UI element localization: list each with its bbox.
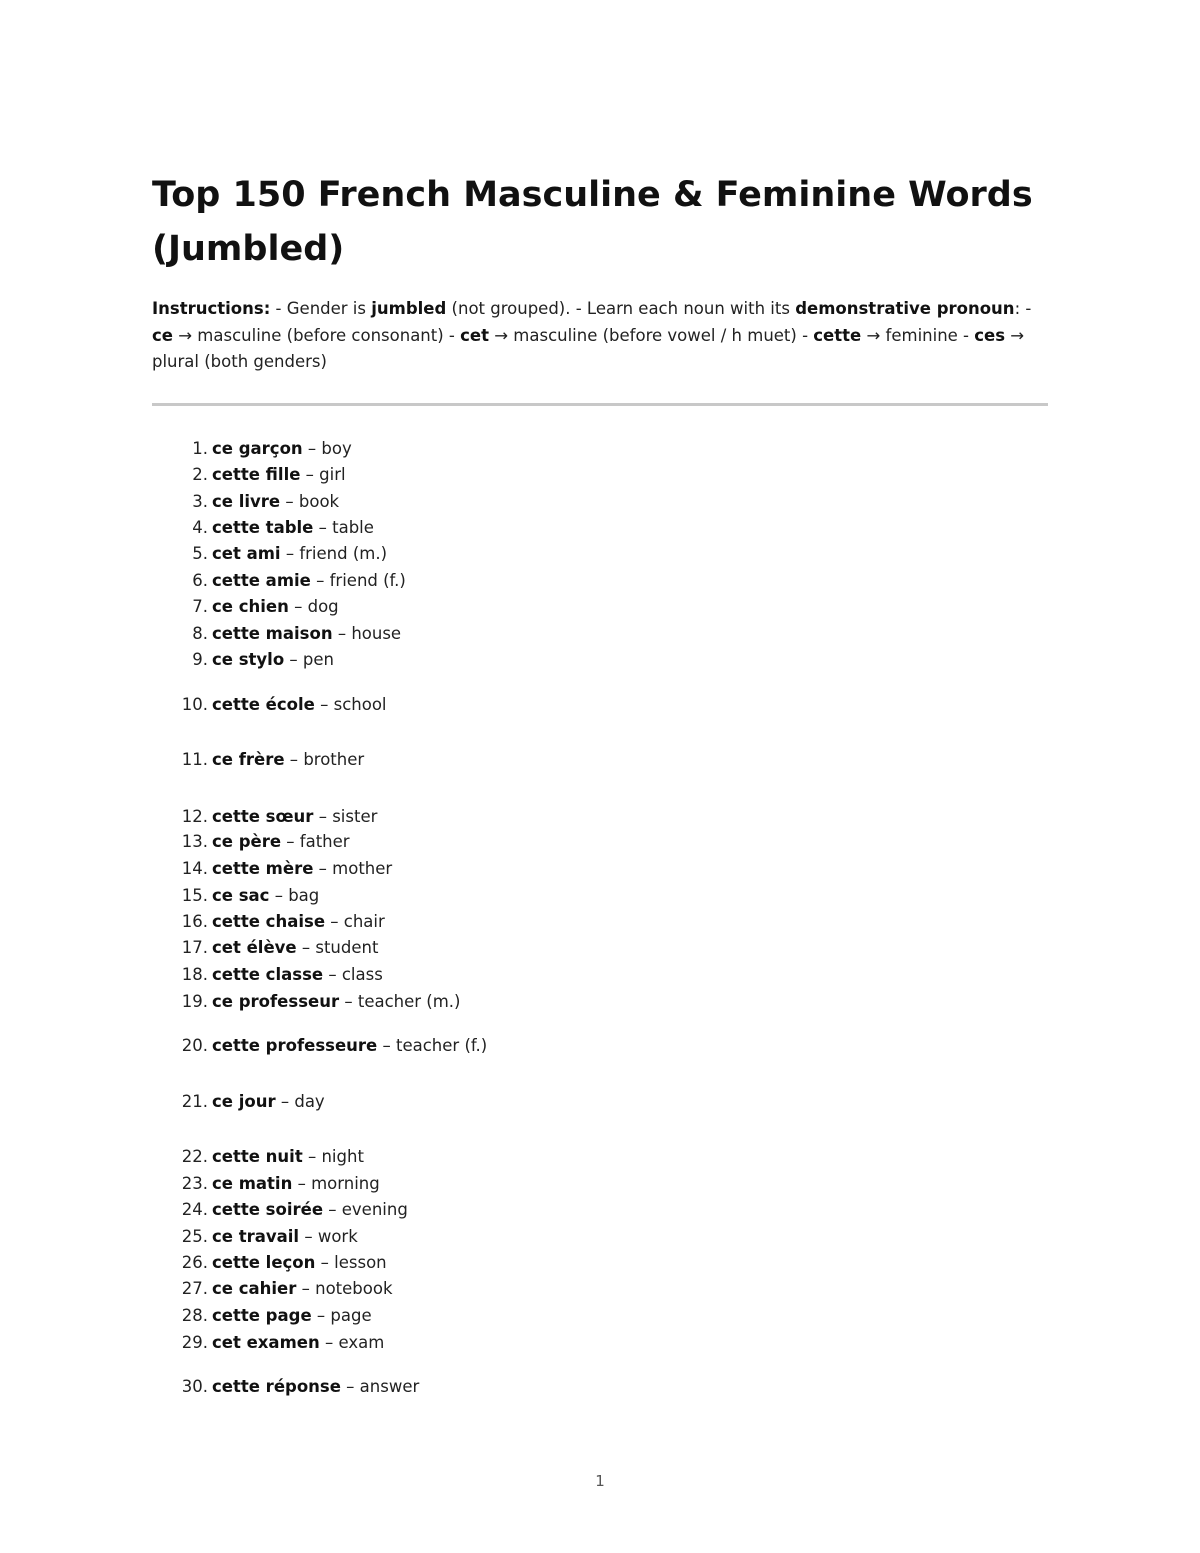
english-translation: notebook	[315, 1279, 393, 1298]
separator: –	[323, 1200, 342, 1219]
english-translation: page	[330, 1306, 372, 1325]
separator: –	[302, 439, 322, 458]
separator: –	[313, 859, 333, 878]
english-translation: day	[294, 1092, 325, 1111]
list-item	[152, 1224, 852, 1250]
item-number: 7.	[192, 597, 208, 616]
item-number: 11.	[181, 750, 208, 769]
separator: –	[314, 695, 334, 714]
separator: –	[302, 1147, 322, 1166]
separator: –	[281, 832, 300, 851]
separator: –	[284, 650, 303, 669]
french-word: cet ami	[212, 544, 281, 563]
list-item	[152, 1374, 852, 1400]
english-translation: brother	[303, 750, 365, 769]
item-number: 6.	[192, 571, 208, 590]
instructions-text: → masculine (before vowel / h muet) -	[488, 325, 814, 345]
french-word: cette maison	[212, 624, 333, 643]
item-number: 24.	[181, 1200, 208, 1219]
english-translation: teacher (m.)	[357, 992, 461, 1011]
instructions-bold: ce	[152, 325, 173, 345]
list-item	[152, 1250, 852, 1276]
item-number: 23.	[181, 1174, 208, 1193]
item-number: 27.	[181, 1279, 208, 1298]
separator: –	[311, 1306, 331, 1325]
instructions-bold: ces	[974, 325, 1006, 345]
list-item	[152, 692, 852, 718]
english-translation: class	[341, 965, 383, 984]
list-item	[152, 989, 852, 1015]
list-item	[152, 1197, 852, 1223]
separator: –	[313, 807, 333, 826]
french-word: cette fille	[212, 465, 301, 484]
french-word: ce professeur	[212, 992, 340, 1011]
item-number: 25.	[181, 1227, 208, 1246]
list-item	[152, 1171, 852, 1197]
item-number: 3.	[192, 492, 208, 511]
separator: –	[319, 1333, 339, 1352]
item-number: 1.	[192, 439, 208, 458]
french-word: ce père	[212, 832, 282, 851]
french-word: cette mère	[212, 859, 314, 878]
separator: –	[269, 886, 289, 905]
item-number: 14.	[181, 859, 208, 878]
separator: –	[332, 624, 352, 643]
separator: –	[299, 1227, 318, 1246]
french-word: ce livre	[212, 492, 281, 511]
list-item	[152, 489, 852, 515]
french-word: ce garçon	[212, 439, 303, 458]
separator: –	[275, 1092, 295, 1111]
item-number: 18.	[181, 965, 208, 984]
list-item	[152, 515, 852, 541]
french-word: cette amie	[212, 571, 311, 590]
french-word: ce frère	[212, 750, 285, 769]
item-number: 2.	[192, 465, 208, 484]
english-translation: mother	[332, 859, 393, 878]
separator: –	[288, 597, 308, 616]
list-item	[152, 1144, 852, 1170]
instructions-bold: jumbled	[371, 299, 447, 318]
french-word: ce jour	[212, 1092, 276, 1111]
english-translation: evening	[341, 1200, 408, 1219]
separator: –	[377, 1036, 396, 1055]
instructions-label: Instructions:	[152, 299, 271, 318]
english-translation: answer	[359, 1377, 420, 1396]
instructions-text: → feminine -	[861, 325, 975, 345]
english-translation: father	[299, 832, 350, 851]
french-word: cette classe	[212, 965, 324, 984]
english-translation: work	[317, 1227, 358, 1246]
french-word: cet élève	[212, 938, 297, 957]
instructions-text: (not grouped). - Learn each noun with its	[446, 299, 796, 318]
french-word: cette école	[212, 695, 315, 714]
separator: –	[340, 1377, 360, 1396]
french-word: ce travail	[212, 1227, 300, 1246]
item-number: 16.	[181, 912, 208, 931]
english-translation: bag	[288, 886, 320, 905]
list-item	[152, 856, 852, 882]
item-number: 15.	[181, 886, 208, 905]
item-number: 13.	[181, 832, 208, 851]
item-number: 10.	[181, 695, 208, 714]
item-number: 29.	[181, 1333, 208, 1352]
list-item	[152, 1089, 852, 1115]
list-item	[152, 747, 852, 773]
separator: –	[339, 992, 358, 1011]
english-translation: lesson	[334, 1253, 387, 1272]
instructions-text: → plural (both genders)	[152, 325, 1025, 371]
item-number: 17.	[181, 938, 208, 957]
separator: –	[296, 1279, 316, 1298]
french-word: cette sœur	[212, 807, 314, 826]
item-number: 28.	[181, 1306, 208, 1325]
french-word: cette page	[212, 1306, 312, 1325]
instructions-bold: demonstrative pronoun	[795, 299, 1015, 318]
list-item	[152, 462, 852, 488]
english-translation: house	[351, 624, 402, 643]
list-item	[152, 1276, 852, 1302]
item-number: 20.	[181, 1036, 208, 1055]
french-word: cette soirée	[212, 1200, 324, 1219]
french-word: ce sac	[212, 886, 270, 905]
list-item	[152, 962, 852, 988]
separator: –	[313, 518, 333, 537]
english-translation: dog	[307, 597, 339, 616]
french-word: cette chaise	[212, 912, 326, 931]
page-number: 1	[595, 1472, 605, 1490]
french-word: cette leçon	[212, 1253, 316, 1272]
item-number: 30.	[181, 1377, 208, 1396]
item-number: 8.	[192, 624, 208, 643]
page-title: Top 150 French Masculine & Feminine Words (Jumbled)	[152, 175, 1033, 269]
divider	[152, 403, 1048, 406]
english-translation: sister	[332, 807, 378, 826]
instructions-text: - Gender is	[270, 299, 372, 318]
instructions-paragraph	[152, 296, 1048, 376]
item-number: 26.	[181, 1253, 208, 1272]
separator: –	[280, 544, 300, 563]
english-translation: morning	[311, 1174, 380, 1193]
item-number: 22.	[181, 1147, 208, 1166]
instructions-text: : -	[1014, 299, 1032, 318]
english-translation: friend (m.)	[299, 544, 388, 563]
english-translation: night	[321, 1147, 364, 1166]
english-translation: boy	[321, 439, 352, 458]
separator: –	[323, 965, 342, 984]
french-word: ce stylo	[212, 650, 285, 669]
english-translation: book	[298, 492, 340, 511]
separator: –	[284, 750, 304, 769]
list-item	[152, 621, 852, 647]
french-word: cette table	[212, 518, 314, 537]
list-item	[152, 829, 852, 855]
english-translation: table	[332, 518, 374, 537]
separator: –	[325, 912, 344, 931]
list-item	[152, 935, 852, 961]
english-translation: pen	[302, 650, 335, 669]
list-item	[152, 436, 852, 462]
list-item	[152, 594, 852, 620]
item-number: 19.	[181, 992, 208, 1011]
english-translation: student	[315, 938, 379, 957]
item-number: 21.	[181, 1092, 208, 1111]
list-item	[152, 1303, 852, 1329]
list-item	[152, 909, 852, 935]
item-number: 12.	[181, 807, 208, 826]
list-item	[152, 1033, 852, 1059]
list-item	[152, 883, 852, 909]
instructions-bold: cet	[460, 325, 489, 345]
list-item	[152, 1330, 852, 1356]
list-item	[152, 568, 852, 594]
english-translation: teacher (f.)	[396, 1036, 488, 1055]
separator: –	[315, 1253, 335, 1272]
separator: –	[310, 571, 330, 590]
separator: –	[292, 1174, 312, 1193]
separator: –	[300, 465, 320, 484]
list-item	[152, 647, 852, 673]
separator: –	[296, 938, 316, 957]
list-item	[152, 541, 852, 567]
separator: –	[280, 492, 299, 511]
english-translation: exam	[338, 1333, 385, 1352]
french-word: ce cahier	[212, 1279, 297, 1298]
french-word: cette professeure	[212, 1036, 378, 1055]
item-number: 4.	[192, 518, 208, 537]
english-translation: friend (f.)	[329, 571, 406, 590]
english-translation: girl	[319, 465, 346, 484]
english-translation: chair	[343, 912, 385, 931]
item-number: 9.	[192, 650, 208, 669]
instructions-text: → masculine (before consonant) -	[172, 325, 461, 345]
french-word: ce chien	[212, 597, 289, 616]
english-translation: school	[333, 695, 387, 714]
french-word: cet examen	[212, 1333, 320, 1352]
french-word: cette nuit	[212, 1147, 303, 1166]
french-word: ce matin	[212, 1174, 293, 1193]
list-item	[152, 804, 852, 830]
french-word: cette réponse	[212, 1377, 341, 1396]
instructions-bold: cette	[813, 325, 862, 345]
item-number: 5.	[192, 544, 208, 563]
